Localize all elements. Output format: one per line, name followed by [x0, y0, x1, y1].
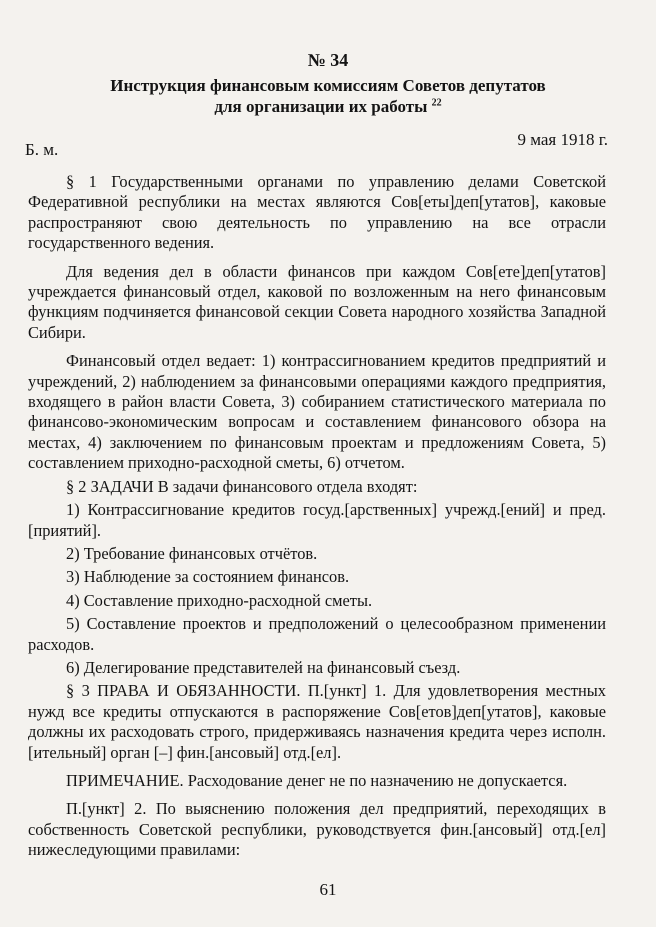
place-of-issue: Б. м. [25, 140, 59, 159]
paragraph: Для ведения дел в области финансов при каждом Сов[ете]деп[утатов] учреждается финансовый отдел, каковой по возложенным на него финансовым функциям подчиняется финансовой секции Совета народного хозяйства Западной Сибири. [28, 261, 606, 342]
page-number: 61 [319, 880, 337, 899]
title-line-2 [0, 96, 656, 117]
list-item: 3) Наблюдение за состоянием финансов. [66, 567, 350, 587]
title-line-1: Инструкция финансовым комиссиям Советов депутатов [110, 76, 546, 95]
section-heading: § 3 ПРАВА И ОБЯЗАННОСТИ. П.[ункт] 1. Для удовлетворения местных нужд все кредиты отпускаются в распоряжение Сов[етов]деп[утатов], каковые должны их расходовать строго, придерживаясь назначения кредита через исполн.[ительный] орган [–] фин.[ансовый] отд.[ел]. [28, 681, 606, 762]
document-number: № 34 [307, 50, 349, 70]
note: ПРИМЕЧАНИЕ. Расходование денег не по назначению не допускается. [66, 770, 568, 790]
list-item: 4) Составление приходно-расходной сметы. [66, 590, 373, 610]
paragraph: П.[ункт] 2. По выяснению положения дел предприятий, переходящих в собственность Советской республики, руководствуется фин.[ансовый] отд.[ел] нижеследующими правилами: [28, 799, 606, 860]
footnote-ref: 22 [431, 97, 442, 109]
paragraph: § 1 Государственными органами по управлению делами Советской Федеративной республики на местах являются Сов[еты]деп[утатов], каковые распространяют свою деятельность по управлению на все отрасли государственного ведения. [28, 172, 606, 253]
section-heading: § 2 ЗАДАЧИ В задачи финансового отдела входят: [66, 476, 418, 496]
document-body [28, 172, 606, 861]
document-title [0, 75, 656, 117]
paragraph: Финансовый отдел ведает: 1) контрассигнованием кредитов предприятий и учреждений, 2) наблюдением за финансовыми операциями каждого предприятия, входящего в район власти Совета, 3) собиранием статистического материала по финансово-экономическим вопросам и составлением финансового обзора на местах, 4) заключением по финансовым проектам и предложениям Совета, 5) составлением приходно-расходной сметы, 6) отчетом. [28, 351, 606, 473]
list-item: 2) Требование финансовых отчётов. [66, 543, 318, 563]
document-date: 9 мая 1918 г. [517, 130, 608, 149]
list-item: 5) Составление проектов и предположений о целесообразном применении расходов. [28, 614, 606, 654]
title-line-2-text: для организации их работы [214, 97, 428, 116]
list-item: 1) Контрассигнование кредитов госуд.[арственных] учрежд.[ений] и пред.[приятий]. [28, 500, 606, 540]
list-item: 6) Делегирование представителей на финансовый съезд. [66, 657, 461, 677]
